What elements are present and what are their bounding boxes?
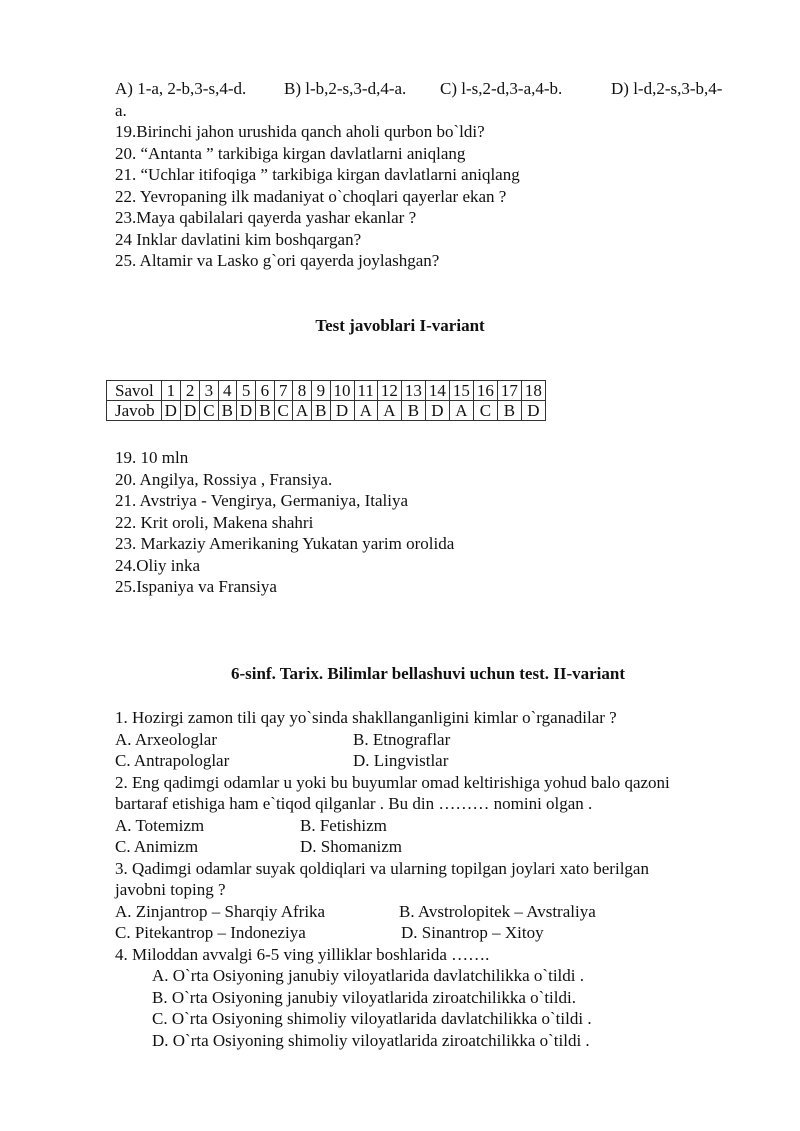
variant2-heading: 6-sinf. Tarix. Bilimlar bellashuvi uchun test. II-variant	[230, 664, 626, 683]
table-cell: 7	[274, 381, 292, 401]
q3-option-c: C. Pitekantrop – Indoneziya	[115, 923, 306, 942]
table-cell: B	[256, 401, 274, 421]
question-19: 19.Birinchi jahon urushida qanch aholi qurbon bo`ldi?	[115, 122, 485, 141]
q3-option-b: B. Avstrolopitek – Avstraliya	[399, 902, 596, 921]
q1-option-a: A. Arxeologlar	[115, 730, 217, 749]
q4-option-c: C. O`rta Osiyoning shimoliy viloyatlarida davlatchilikka o`tildi .	[152, 1009, 592, 1028]
table-cell: 12	[377, 381, 401, 401]
table-cell: B	[401, 401, 425, 421]
option-c: C) l-s,2-d,3-a,4-b.	[440, 79, 563, 98]
open-answer-25: 25.Ispaniya va Fransiya	[115, 577, 277, 596]
q1-text: 1. Hozirgi zamon tili qay yo`sinda shakllanganligini kimlar o`rganadilar ?	[115, 708, 617, 727]
table-cell: B	[497, 401, 521, 421]
question-23: 23.Maya qabilalari qayerda yashar ekanlar ?	[115, 208, 417, 227]
table-cell: 8	[292, 381, 311, 401]
table-cell: 1	[161, 381, 180, 401]
table-cell: D	[236, 401, 255, 421]
table-cell: A	[292, 401, 311, 421]
table-cell: C	[473, 401, 497, 421]
option-a: A) 1-a, 2-b,3-s,4-d.	[115, 79, 247, 98]
table-cell: A	[377, 401, 401, 421]
q2-option-a: A. Totemizm	[115, 816, 205, 835]
table-cell: C	[200, 401, 218, 421]
q2-option-d: D. Shomanizm	[300, 837, 402, 856]
table-cell: 5	[236, 381, 255, 401]
table-row-questions	[107, 381, 546, 401]
question-22: 22. Yevropaning ilk madaniyat o`choqlari qayerlar ekan ?	[115, 187, 507, 206]
table-cell: A	[354, 401, 377, 421]
table-row-answers	[107, 401, 546, 421]
open-answer-24: 24.Oliy inka	[115, 556, 200, 575]
table-cell: D	[161, 401, 180, 421]
question-20: 20. “Antanta ” tarkibiga kirgan davlatlarni aniqlang	[115, 144, 466, 163]
q1-option-b: B. Etnograflar	[353, 730, 451, 749]
q4-option-d: D. O`rta Osiyoning shimoliy viloyatlarida ziroatchilikka o`tildi .	[152, 1031, 590, 1050]
option-b: B) l-b,2-s,3-d,4-a.	[284, 79, 407, 98]
q1-option-d: D. Lingvistlar	[353, 751, 449, 770]
open-answer-23: 23. Markaziy Amerikaning Yukatan yarim orolida	[115, 534, 455, 553]
table-cell: 11	[354, 381, 377, 401]
q3-option-a: A. Zinjantrop – Sharqiy Afrika	[115, 902, 326, 921]
table-cell: 16	[473, 381, 497, 401]
option-d-continuation: a.	[115, 101, 127, 120]
table-cell: B	[312, 401, 330, 421]
question-24: 24 Inklar davlatini kim boshqargan?	[115, 230, 362, 249]
table-cell: 17	[497, 381, 521, 401]
q2-text-line1: 2. Eng qadimgi odamlar u yoki bu buyumlar omad keltirishiga yohud balo qazoni	[115, 773, 670, 792]
table-cell: D	[330, 401, 354, 421]
table-cell: 15	[449, 381, 473, 401]
option-d: D) l-d,2-s,3-b,4-	[611, 79, 723, 98]
q2-text-line2: bartaraf etishiga ham e`tiqod qilganlar . Bu din ……… nomini olgan .	[115, 794, 593, 813]
q4-option-a: A. O`rta Osiyoning janubiy viloyatlarida davlatchilikka o`tildi .	[152, 966, 584, 985]
table-cell: 6	[256, 381, 274, 401]
open-answer-19: 19. 10 mln	[115, 448, 189, 467]
table-cell: D	[180, 401, 199, 421]
table-cell: 13	[401, 381, 425, 401]
answer-table	[106, 380, 546, 421]
table-cell: 9	[312, 381, 330, 401]
q2-option-b: B. Fetishizm	[300, 816, 387, 835]
q4-text: 4. Miloddan avvalgi 6-5 ving yilliklar boshlarida …….	[115, 945, 490, 964]
q2-option-c: C. Animizm	[115, 837, 199, 856]
table-cell: 10	[330, 381, 354, 401]
table-cell: D	[521, 401, 545, 421]
question-25: 25. Altamir va Lasko g`ori qayerda joylashgan?	[115, 251, 440, 270]
question-21: 21. “Uchlar itifoqiga ” tarkibiga kirgan davlatlarni aniqlang	[115, 165, 520, 184]
table-cell: 3	[200, 381, 218, 401]
table-cell: C	[274, 401, 292, 421]
table-cell: 2	[180, 381, 199, 401]
q3-text-line1: 3. Qadimgi odamlar suyak qoldiqlari va ularning topilgan joylari xato berilgan	[115, 859, 649, 878]
q4-option-b: B. O`rta Osiyoning janubiy viloyatlarida ziroatchilikka o`tildi.	[152, 988, 576, 1007]
answers-heading: Test javoblari I-variant	[315, 316, 485, 335]
table-cell: B	[218, 401, 236, 421]
q1-option-c: C. Antrapologlar	[115, 751, 230, 770]
table-cell: A	[449, 401, 473, 421]
open-answer-22: 22. Krit oroli, Makena shahri	[115, 513, 314, 532]
q3-option-d: D. Sinantrop – Xitoy	[401, 923, 544, 942]
table-cell: 18	[521, 381, 545, 401]
q3-text-line2: javobni toping ?	[115, 880, 226, 899]
table-cell: 14	[425, 381, 449, 401]
table-row-label: Javob	[107, 401, 162, 421]
table-cell: 4	[218, 381, 236, 401]
open-answer-21: 21. Avstriya - Vengirya, Germaniya, Italiya	[115, 491, 409, 510]
table-row-label: Savol	[107, 381, 162, 401]
table-cell: D	[425, 401, 449, 421]
open-answer-20: 20. Angilya, Rossiya , Fransiya.	[115, 470, 333, 489]
